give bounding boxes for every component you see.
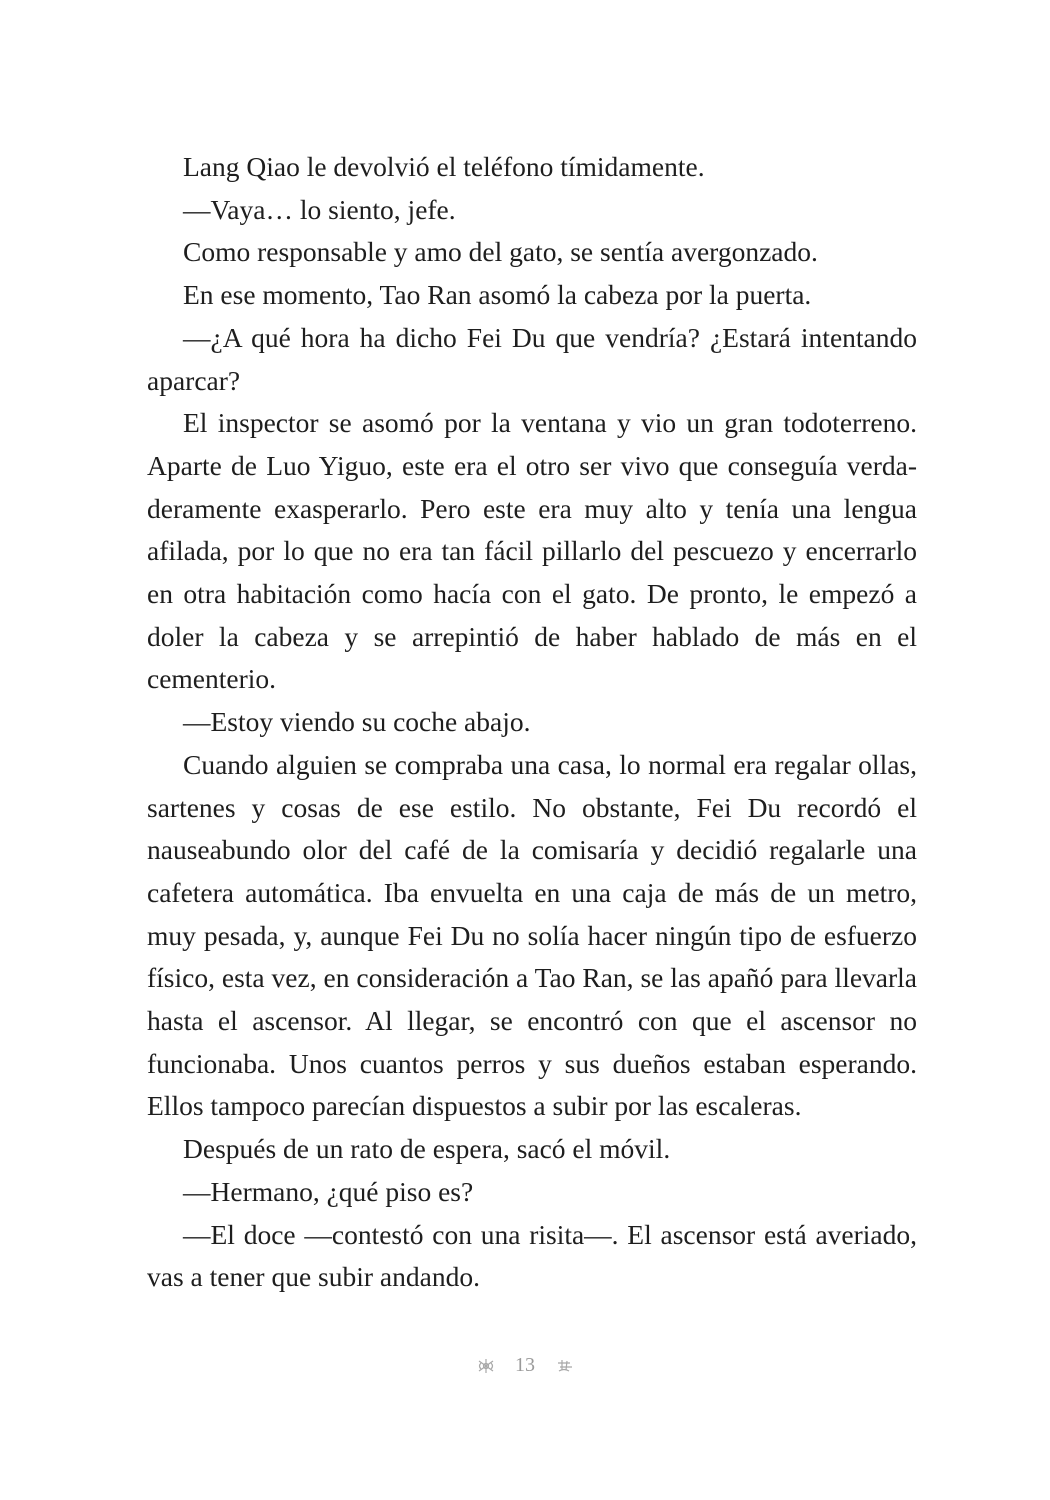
paragraph: —El doce —contestó con una risita—. El ascensor está averiado, vas a tener que subir andando. [147, 1218, 917, 1293]
paragraph: —Hermano, ¿qué piso es? [183, 1175, 474, 1207]
page-number: 13 [515, 1354, 535, 1376]
paragraph: El inspector se asomó por la ventana y vio un gran todoterreno. Aparte de Luo Yiguo, este era el otro ser vivo que conseguía verdaderamente exasperarlo. Pero este era muy alto y tenía una lengua afilada, por lo que no era tan fácil pillarlo del pescuezo y encerrarlo en otra habitación como hacía con el gato. De pronto, le empezó a doler la cabeza y se arrepintió de haber hablado de más en el cementerio. [147, 407, 917, 695]
paragraph: —Vaya… lo siento, jefe. [183, 193, 456, 225]
paragraph: Lang Qiao le devolvió el teléfono tímidamente. [183, 151, 705, 182]
paragraph: Después de un rato de espera, sacó el móvil. [183, 1133, 671, 1165]
page-footer [0, 1354, 1050, 1377]
page-body [147, 146, 917, 1299]
paragraph: En ese momento, Tao Ran asomó la cabeza por la puerta. [183, 279, 812, 311]
paragraph: —Estoy viendo su coche abajo. [183, 706, 531, 738]
floral-ornament-icon [476, 1358, 496, 1374]
paragraph: Cuando alguien se compraba una casa, lo normal era regalar ollas, sartenes y cosas de ese estilo. No obstante, Fei Du recordó el nauseabundo olor del café de la comisaría y decidió regalarle una cafetera automática. Iba envuelta en una caja de más de un metro, muy pesada, y, aunque Fei Du no solía hacer ningún tipo de esfuerzo físico, esta vez, en consideración a Tao Ran, se las apañó para llevarla hasta el ascensor. Al llegar, se encontró con que el ascensor no funcionaba. Unos cuantos perros y sus dueños estaban esperando. Ellos tampoco parecían dispuestos a subir por las escaleras. [147, 748, 917, 1122]
paragraph: —¿A qué hora ha dicho Fei Du que vendría? ¿Estará intentando aparcar? [147, 321, 917, 396]
floral-ornament-icon [554, 1358, 574, 1374]
paragraph: Como responsable y amo del gato, se sentía avergonzado. [183, 236, 818, 268]
